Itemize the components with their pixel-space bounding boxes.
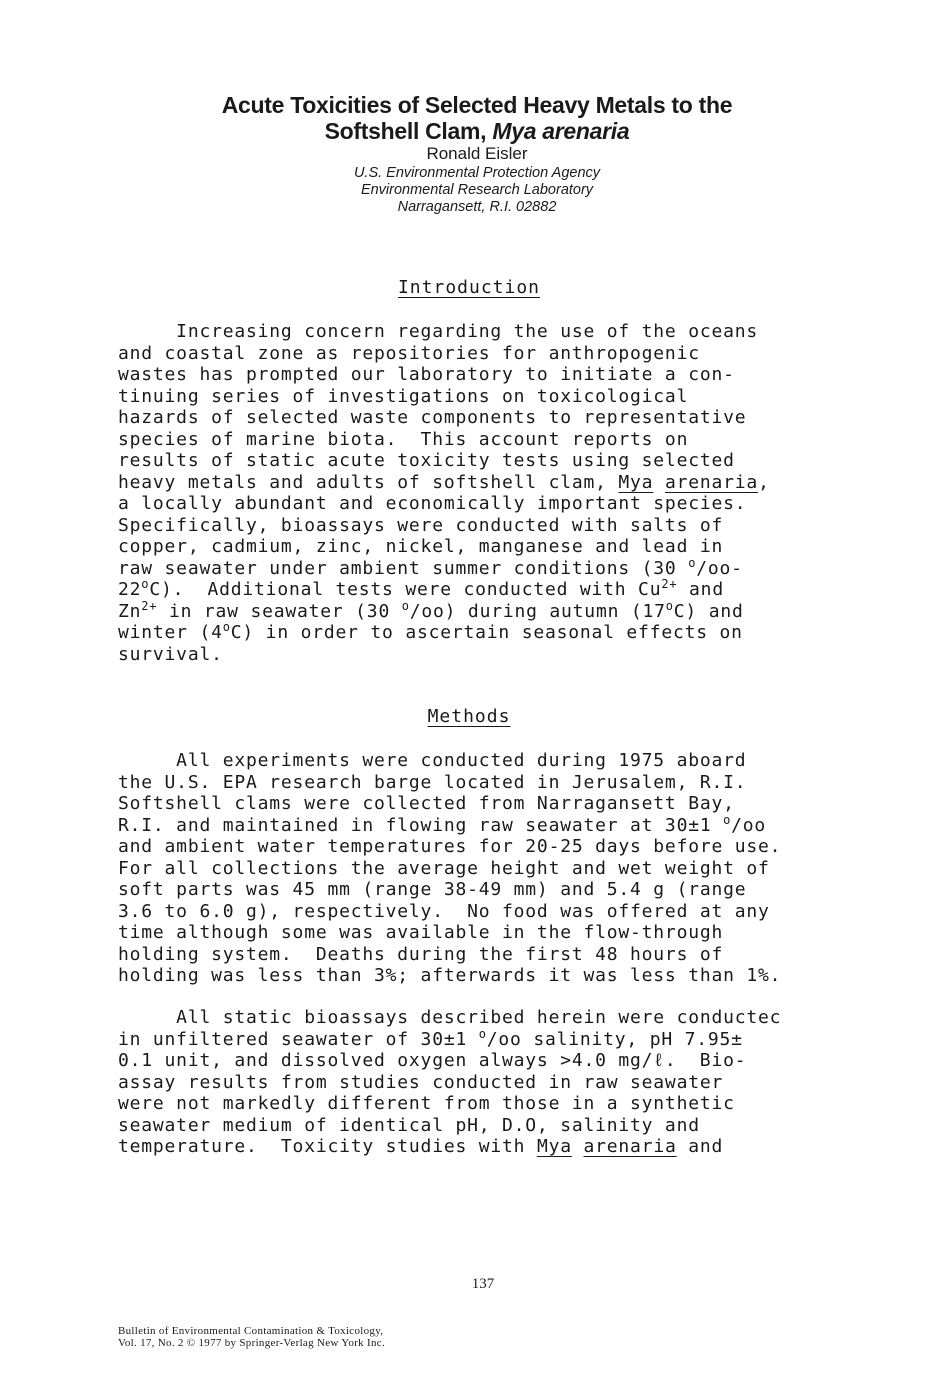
- introduction-paragraph: [118, 321, 858, 665]
- title-line-2: Softshell Clam, Mya arenaria: [324, 118, 630, 144]
- text-line: hazards of selected waste components to representative: [118, 407, 747, 428]
- superscript: o: [222, 620, 231, 634]
- title-line-1: Acute Toxicities of Selected Heavy Metals to the: [221, 92, 733, 118]
- text-line: species of marine biota. This account reports on: [118, 428, 689, 450]
- text-run: C) in order to ascertain seasonal effects on: [230, 622, 743, 643]
- text-run: 22: [118, 579, 142, 600]
- introduction-heading: Introduction: [397, 277, 541, 298]
- text-line: tinuing series of investigations on toxicological: [118, 385, 689, 407]
- text-run: /oo) during autumn (17: [409, 600, 666, 622]
- text-line: and coastal zone as repositories for anthropogenic: [118, 342, 700, 364]
- text-run: heavy metals and adults of softshell clam,: [118, 471, 619, 493]
- methods-paragraph-2: [118, 1007, 858, 1158]
- text-line: 3.6 to 6.0 g), respectively. No food was offered at any: [118, 900, 770, 922]
- text-line: For all collections the average height and wet weight of: [118, 857, 770, 879]
- text-line: holding system. Deaths during the first 48 hours of: [118, 943, 724, 965]
- superscript: o: [688, 555, 697, 570]
- superscript: o: [141, 577, 150, 591]
- text-run: temperature. Toxicity studies with: [118, 1136, 537, 1157]
- text-line: [118, 579, 858, 601]
- underlined-species-word: Mya: [618, 471, 654, 493]
- article-title: [0, 92, 938, 144]
- text-line: 0.1 unit, and dissolved oxygen always >4.0 mg/ℓ. Bio-: [118, 1050, 747, 1071]
- text-run: ,: [758, 471, 770, 493]
- superscript: 2+: [661, 577, 678, 591]
- text-line: Softshell clams were collected from Narragansett Bay,: [118, 793, 735, 814]
- text-line: the U.S. EPA research barge located in Jerusalem, R.I.: [118, 771, 747, 793]
- text-run: Zn: [118, 600, 142, 622]
- text-run: and: [676, 1136, 724, 1157]
- text-line: results of static acute toxicity tests using selected: [118, 450, 735, 471]
- superscript: o: [723, 812, 732, 827]
- text-line: assay results from studies conducted in raw seawater: [118, 1071, 724, 1093]
- underlined-species-word: arenaria: [664, 471, 759, 493]
- text-line: copper, cadmium, zinc, nickel, manganese and lead in: [118, 536, 724, 557]
- text-line: [118, 555, 858, 580]
- text-line: Specifically, bioassays were conducted with salts of: [118, 514, 724, 536]
- underlined-species-word: arenaria: [583, 1136, 677, 1157]
- superscript: 2+: [141, 598, 158, 613]
- text-line: All experiments were conducted during 1975 aboard: [118, 750, 747, 771]
- text-line: [118, 472, 858, 494]
- superscript: o: [401, 598, 410, 613]
- text-line: were not markedly different from those in a synthetic: [118, 1093, 735, 1114]
- superscript: o: [478, 1026, 487, 1041]
- text-run: and: [677, 579, 724, 600]
- text-line: a locally abundant and economically important species.: [118, 493, 747, 514]
- text-run: in unfiltered seawater of 30±1: [118, 1028, 479, 1050]
- species-name: Mya arenaria: [492, 118, 630, 144]
- text-line: [118, 812, 858, 837]
- methods-heading: Methods: [427, 706, 511, 727]
- text-run: R.I. and maintained in flowing raw seawater at 30±1: [118, 814, 724, 836]
- journal-citation-footer: Bulletin of Environmental Contamination & Toxicology, Vol. 17, No. 2 © 1977 by Springer-Verlag New York Inc.: [118, 1325, 386, 1349]
- text-line: time although some was available in the flow-through: [118, 922, 724, 943]
- text-line: soft parts was 45 mm (range 38-49 mm) and 5.4 g (range: [118, 879, 747, 900]
- page-number: 137: [471, 1276, 495, 1292]
- text-line: [118, 1136, 858, 1158]
- text-line: seawater medium of identical pH, D.O, salinity and: [118, 1114, 700, 1136]
- text-line: [118, 598, 858, 623]
- superscript: o: [665, 598, 674, 613]
- text-line: wastes has prompted our laboratory to initiate a con-: [118, 364, 735, 385]
- text-run: winter (4: [118, 622, 223, 643]
- underlined-species-word: Mya: [536, 1136, 572, 1157]
- text-run: /oo: [731, 814, 767, 836]
- text-line: and ambient water temperatures for 20-25 days before use.: [118, 836, 782, 857]
- text-run: raw seawater under ambient summer conditions (30: [118, 557, 689, 579]
- text-run: C). Additional tests were conducted with Cu: [149, 579, 662, 600]
- methods-paragraph-1: [118, 750, 858, 987]
- text-run: /oo salinity, pH 7.95±: [486, 1028, 743, 1050]
- text-line: holding was less than 3%; afterwards it was less than 1%.: [118, 965, 782, 986]
- author-name: Ronald Eisler: [426, 144, 528, 163]
- text-run: C) and: [673, 600, 744, 622]
- text-line: survival.: [118, 643, 223, 665]
- author-affiliation: U.S. Environmental Protection Agency Environmental Research Laboratory Narragansett, R.I. 02882: [353, 165, 601, 215]
- text-run: /oo-: [696, 557, 743, 579]
- text-line: Increasing concern regarding the use of the oceans: [118, 321, 759, 342]
- article-header: [0, 92, 938, 216]
- text-run: in raw seawater (30: [157, 600, 402, 622]
- text-line: [118, 622, 858, 644]
- text-line: [118, 1026, 858, 1051]
- text-line: All static bioassays described herein were conductec: [118, 1007, 782, 1028]
